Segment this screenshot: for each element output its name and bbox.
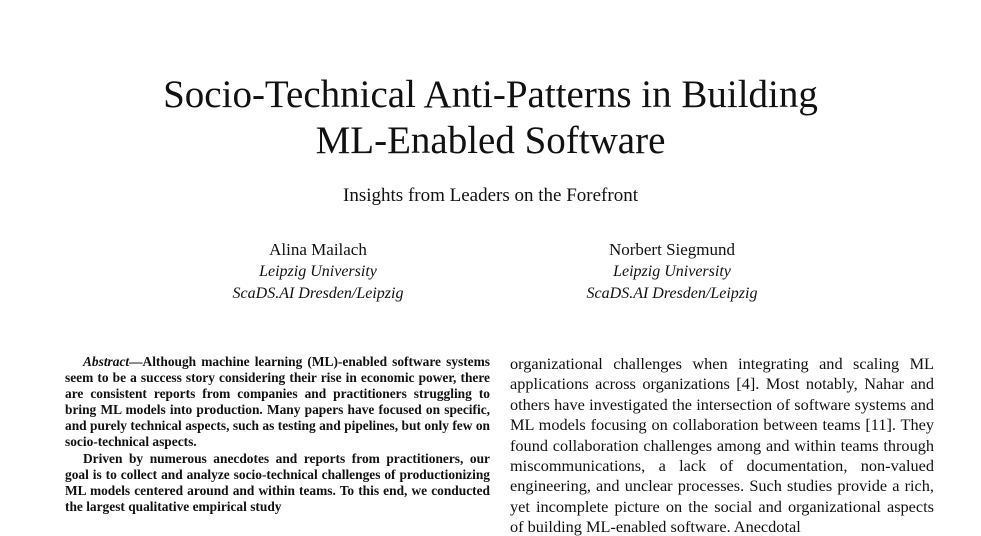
body-paragraph: organizational challenges when integrating and scaling ML applications across organizations [4]. Most notably, Nahar and others have investigated the intersection of software systems and ML models focusing on collaboration between teams [11]. They found collaboration challenges among and within teams through miscommunications, a lack of documentation, non-valued engineering, and unclear processes. Such studies provide a rich, yet incomplete picture on the social and organizational aspects of building ML-enabled software. Anecdotal [510,354,934,536]
abstract-paragraph-1 [65,354,490,451]
author-name: Norbert Siegmund [608,240,736,259]
paper-subtitle: Insights from Leaders on the Forefront [343,185,638,206]
abstract-text-1: Although machine learning (ML)-enabled software systems seem to be a success story considering their rise in economic power, there are consistent reports from companies and practitioners struggling to bring ML models into production. Many papers have focused on specific, and purely technical aspects, such as testing and pipelines, but only few on socio-technical aspects. [65,354,490,450]
author-affiliation-university: Leipzig University [613,263,731,280]
paper-title [0,72,981,164]
abstract-paragraph-2: Driven by numerous anecdotes and reports from practitioners, our goal is to collect and analyze socio-technical challenges of productionizing ML models centered around and within teams. To this end, we conducted the largest qualitative empirical study [65,450,490,514]
author-affiliation-university: Leipzig University [259,263,377,280]
title-line-1: Socio-Technical Anti-Patterns in Building [163,73,818,116]
author-block-1 [188,239,448,305]
author-block-2 [542,239,802,305]
author-name: Alina Mailach [269,240,367,259]
abstract-label: Abstract [83,354,130,369]
author-affiliation-institute: ScaDS.AI Dresden/Leipzig [586,285,758,302]
abstract-column [65,354,490,515]
abstract-dash: — [129,354,143,369]
title-line-2: ML-Enabled Software [315,119,666,162]
author-affiliation-institute: ScaDS.AI Dresden/Leipzig [232,285,404,302]
body-column-right [510,354,934,536]
